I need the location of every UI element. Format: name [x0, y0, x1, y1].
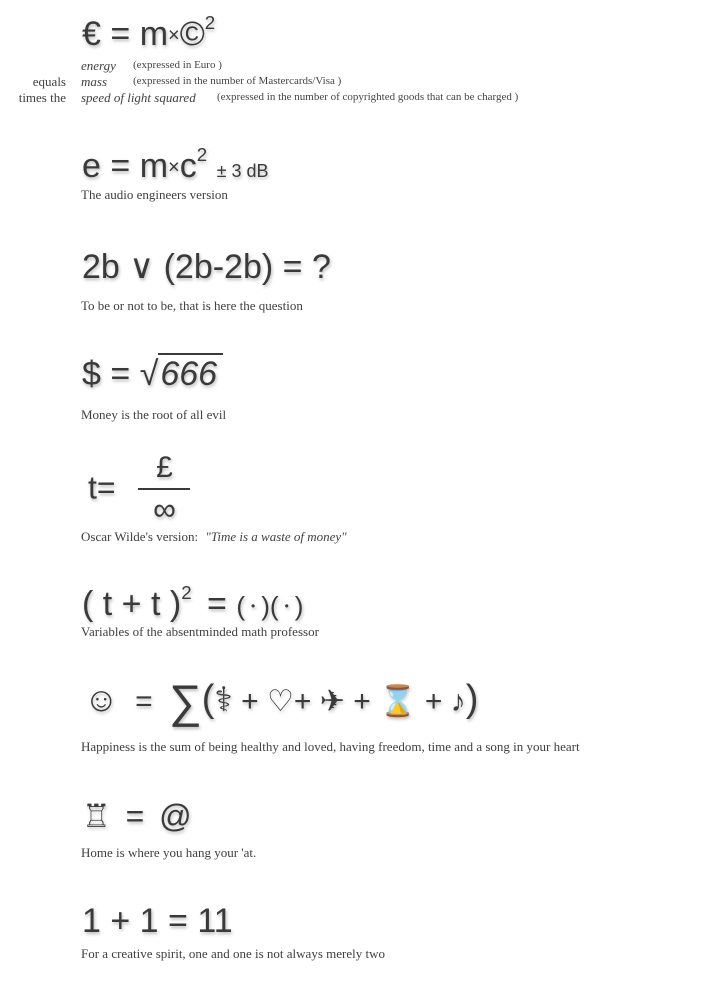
exponent: 2 [181, 582, 192, 603]
caption-to-be: To be or not to be, that is here the question [81, 298, 303, 313]
legend-term: energy [81, 58, 116, 73]
equals-sign: = [110, 355, 131, 393]
heart-icon: ♡ [267, 685, 294, 718]
hourglass-icon: ⌛ [379, 685, 417, 718]
legend-note: (expressed in the number of copyrighted goods that can be charged ) [217, 91, 519, 103]
fraction-bar [138, 488, 190, 490]
euro-symbol: € [82, 14, 101, 53]
tt-group: ( t + t ) [82, 584, 182, 623]
caption-happiness: Happiness is the sum of being healthy and loved, having freedom, time and a song in your heart [81, 739, 580, 754]
energy-symbol: e [82, 146, 101, 185]
formula-absentminded [82, 582, 303, 624]
equals-sign: = [125, 798, 145, 834]
formula-one-plus-one: 1 + 1 = 11 [82, 902, 233, 940]
legend-term: speed of light squared [81, 90, 196, 105]
formula-time-money [88, 451, 190, 527]
infinity-symbol: ∞ [153, 491, 176, 527]
caption-oscar-wilde [81, 529, 347, 545]
pound-symbol: £ [156, 451, 173, 484]
plus-sign: + [424, 685, 443, 718]
caption-one-plus-one: For a creative spirit, one and one is not always merely two [81, 946, 385, 961]
at-sign-icon: @ [159, 798, 192, 834]
legend-term: mass [81, 74, 108, 89]
formula-happiness [84, 674, 478, 728]
smiley-icon: ☺ [84, 681, 119, 719]
square-root-icon: √ [139, 355, 159, 393]
times-sign: × [168, 156, 180, 179]
sum-icon: ∑ [168, 675, 202, 727]
legend-note: (expressed in the number of Mastercards/Visa ) [133, 75, 342, 87]
equals-sign: = [96, 469, 116, 506]
caption-quote: "Time is a waste of money" [205, 529, 347, 544]
exponent: 2 [204, 12, 216, 33]
paren-middle: )( [261, 590, 279, 621]
tolerance-suffix: ± 3 dB [216, 160, 269, 181]
copyright-symbol: © [179, 14, 205, 53]
dollar-symbol: $ [82, 355, 101, 393]
airplane-icon: ✈ [319, 685, 345, 718]
exponent: 2 [196, 144, 208, 165]
paren-open: ( [201, 678, 215, 720]
plus-sign: + [353, 685, 371, 718]
rook-icon: ♖ [82, 798, 111, 834]
caption-money-root: Money is the root of all evil [81, 407, 227, 422]
time-symbol: t [88, 469, 97, 506]
paren-close: ) [465, 678, 479, 720]
radicand: 666 [158, 353, 223, 393]
equals-sign: = [110, 146, 131, 185]
mass-symbol: m [139, 146, 169, 185]
paren-open: ( [236, 590, 246, 621]
music-note-icon: ♪ [450, 685, 466, 718]
mass-symbol: m [139, 14, 169, 53]
plus-sign: + [293, 685, 312, 718]
formula-to-be: 2b ∨ (2b-2b) = ? [82, 248, 331, 286]
legend-note: (expressed in Euro ) [133, 59, 222, 71]
legend-prefix: times the [18, 90, 66, 105]
formula-home [82, 797, 192, 835]
light-symbol: c [179, 146, 197, 185]
dot-icon: • [284, 598, 289, 613]
caption-home: Home is where you hang your 'at. [81, 845, 257, 860]
dot-icon: • [251, 598, 256, 613]
equals-sign: = [110, 14, 131, 53]
formula-euro-energy [82, 12, 215, 54]
formula-audio-engineers [82, 144, 268, 186]
caduceus-icon: ⚕ [214, 681, 233, 719]
formula-money-root [82, 355, 223, 394]
caption-audio-engineers: The audio engineers version [81, 187, 228, 202]
equals-sign: = [207, 584, 227, 623]
caption-prefix: Oscar Wilde's version: [81, 529, 199, 544]
fraction [138, 451, 190, 527]
plus-sign: + [241, 685, 259, 718]
times-sign: × [168, 24, 180, 47]
equals-sign: = [135, 685, 153, 718]
caption-absentminded: Variables of the absentminded math professor [81, 624, 319, 639]
paren-close: ) [294, 590, 304, 621]
legend-prefix: equals [32, 74, 66, 89]
